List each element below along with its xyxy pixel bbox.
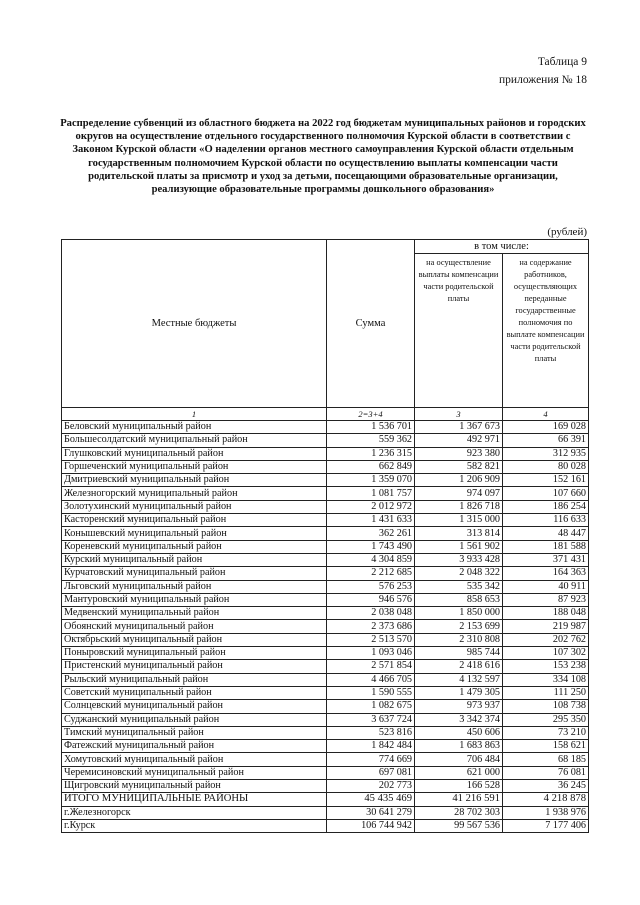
table-row: [62, 447, 589, 460]
cell-payment: 2 418 616: [415, 660, 503, 673]
total-row: [62, 793, 589, 806]
cell-sum: 2 373 686: [327, 620, 415, 633]
cell-sum: 576 253: [327, 580, 415, 593]
cell-maintenance: 371 431: [503, 553, 589, 566]
table-row: [62, 766, 589, 779]
cell-payment: 1 479 305: [415, 686, 503, 699]
cell-budget-name: Советский муниципальный район: [62, 686, 327, 699]
table-row: [62, 647, 589, 660]
cell-sum: 523 816: [327, 726, 415, 739]
appendix-label: приложения № 18: [499, 74, 587, 86]
cell-payment: 3 933 428: [415, 553, 503, 566]
cell-sum: 2 038 048: [327, 607, 415, 620]
cell-sum: 4 304 859: [327, 553, 415, 566]
table-row: [62, 474, 589, 487]
cell-sum: 3 637 724: [327, 713, 415, 726]
cell-maintenance: 181 588: [503, 540, 589, 553]
cell-maintenance: 80 028: [503, 460, 589, 473]
table-row: [62, 660, 589, 673]
cell-sum: 1 236 315: [327, 447, 415, 460]
cell-sum: 30 641 279: [327, 806, 415, 819]
cell-maintenance: 295 350: [503, 713, 589, 726]
cell-budget-name: Черемисиновский муниципальный район: [62, 766, 327, 779]
table-row: [62, 673, 589, 686]
table-row: [62, 421, 589, 434]
cell-budget-name: Пристенский муниципальный район: [62, 660, 327, 673]
cell-payment: 1 826 718: [415, 500, 503, 513]
cell-sum: 2 513 570: [327, 633, 415, 646]
cell-maintenance: 153 238: [503, 660, 589, 673]
cell-budget-name: Поныровский муниципальный район: [62, 647, 327, 660]
table-row: [62, 726, 589, 739]
col-header-payment: на осуществление выплаты компенсации части родительской платы: [415, 254, 503, 408]
cell-sum: 1 431 633: [327, 514, 415, 527]
cell-budget-name: Фатежский муниципальный район: [62, 740, 327, 753]
cell-maintenance: 186 254: [503, 500, 589, 513]
cell-payment: 313 814: [415, 527, 503, 540]
cell-payment: 1 561 902: [415, 540, 503, 553]
cell-payment: 923 380: [415, 447, 503, 460]
cell-budget-name: Конышевский муниципальный район: [62, 527, 327, 540]
table-row: [62, 607, 589, 620]
cell-maintenance: 40 911: [503, 580, 589, 593]
cell-budget-name: г.Железногорск: [62, 806, 327, 819]
table-row: [62, 487, 589, 500]
cell-payment: 2 048 322: [415, 567, 503, 580]
cell-budget-name: Глушковский муниципальный район: [62, 447, 327, 460]
cell-sum: 4 466 705: [327, 673, 415, 686]
cell-sum: 1 536 701: [327, 421, 415, 434]
units-label: (рублей): [547, 226, 587, 238]
table-row: [62, 740, 589, 753]
cell-sum: 1 359 070: [327, 474, 415, 487]
cell-payment: 450 606: [415, 726, 503, 739]
cell-payment: 706 484: [415, 753, 503, 766]
table-number-label: Таблица 9: [537, 56, 587, 68]
cell-maintenance: 312 935: [503, 447, 589, 460]
cell-budget-name: Касторенский муниципальный район: [62, 514, 327, 527]
table-row: [62, 553, 589, 566]
cell-payment: 1 850 000: [415, 607, 503, 620]
table-row: [62, 567, 589, 580]
table-row: [62, 540, 589, 553]
cell-maintenance: 68 185: [503, 753, 589, 766]
table-row: [62, 819, 589, 832]
cell-payment: 3 342 374: [415, 713, 503, 726]
cell-sum: 1 082 675: [327, 700, 415, 713]
cell-payment: 621 000: [415, 766, 503, 779]
cell-payment: 1 206 909: [415, 474, 503, 487]
cell-maintenance: 164 363: [503, 567, 589, 580]
cell-budget-name: г.Курск: [62, 819, 327, 832]
cell-sum: 2 012 972: [327, 500, 415, 513]
cell-sum: 662 849: [327, 460, 415, 473]
table-row: [62, 580, 589, 593]
cell-payment: 535 342: [415, 580, 503, 593]
cell-budget-name: Рыльский муниципальный район: [62, 673, 327, 686]
cell-budget-name: Дмитриевский муниципальный район: [62, 474, 327, 487]
table-row: [62, 713, 589, 726]
cell-maintenance: 107 660: [503, 487, 589, 500]
cell-payment: 1 315 000: [415, 514, 503, 527]
cell-payment: 582 821: [415, 460, 503, 473]
cell-payment: 973 937: [415, 700, 503, 713]
cell-sum: 202 773: [327, 780, 415, 793]
cell-sum: 774 669: [327, 753, 415, 766]
table-row: [62, 620, 589, 633]
cell-budget-name: Октябрьский муниципальный район: [62, 633, 327, 646]
cell-budget-name: Щигровский муниципальный район: [62, 780, 327, 793]
cell-budget-name: Горшеченский муниципальный район: [62, 460, 327, 473]
cell-sum: 1 743 490: [327, 540, 415, 553]
cell-payment: 4 132 597: [415, 673, 503, 686]
cell-budget-name: Золотухинский муниципальный район: [62, 500, 327, 513]
cell-budget-name: Обоянский муниципальный район: [62, 620, 327, 633]
col-index-2: 2=3+4: [327, 408, 415, 421]
table-row: [62, 593, 589, 606]
cell-maintenance: 4 218 878: [503, 793, 589, 806]
cell-budget-name: Беловский муниципальный район: [62, 421, 327, 434]
cell-payment: 492 971: [415, 434, 503, 447]
cell-payment: 1 367 673: [415, 421, 503, 434]
cell-budget-name: Большесолдатский муниципальный район: [62, 434, 327, 447]
col-header-budgets: Местные бюджеты: [62, 240, 327, 408]
cell-payment: 166 528: [415, 780, 503, 793]
cell-maintenance: 169 028: [503, 421, 589, 434]
col-index-4: 4: [503, 408, 589, 421]
col-header-maintenance: на содержание работников, осуществляющих переданные государственные полномочия по выплате компенсации части родительской платы: [503, 254, 589, 408]
col-header-including: в том числе:: [415, 240, 589, 254]
table-row: [62, 514, 589, 527]
cell-maintenance: 219 987: [503, 620, 589, 633]
cell-budget-name: Кореневский муниципальный район: [62, 540, 327, 553]
cell-budget-name: Солнцевский муниципальный район: [62, 700, 327, 713]
cell-payment: 2 310 808: [415, 633, 503, 646]
cell-budget-name: Хомутовский муниципальный район: [62, 753, 327, 766]
table-row: [62, 780, 589, 793]
table-row: [62, 686, 589, 699]
cell-sum: 697 081: [327, 766, 415, 779]
table-row: [62, 434, 589, 447]
cell-sum: 45 435 469: [327, 793, 415, 806]
cell-maintenance: 107 302: [503, 647, 589, 660]
cell-maintenance: 66 391: [503, 434, 589, 447]
cell-sum: 1 842 484: [327, 740, 415, 753]
col-index-1: 1: [62, 408, 327, 421]
cell-budget-name: Курчатовский муниципальный район: [62, 567, 327, 580]
table-row: [62, 527, 589, 540]
cell-sum: 1 093 046: [327, 647, 415, 660]
col-index-3: 3: [415, 408, 503, 421]
cell-maintenance: 152 161: [503, 474, 589, 487]
cell-payment: 28 702 303: [415, 806, 503, 819]
cell-sum: 2 212 685: [327, 567, 415, 580]
cell-sum: 2 571 854: [327, 660, 415, 673]
cell-budget-name: Тимский муниципальный район: [62, 726, 327, 739]
cell-maintenance: 7 177 406: [503, 819, 589, 832]
cell-sum: 1 081 757: [327, 487, 415, 500]
cell-budget-name: Мантуровский муниципальный район: [62, 593, 327, 606]
cell-budget-name: ИТОГО МУНИЦИПАЛЬНЫЕ РАЙОНЫ: [62, 793, 327, 806]
cell-maintenance: 48 447: [503, 527, 589, 540]
cell-sum: 559 362: [327, 434, 415, 447]
cell-maintenance: 36 245: [503, 780, 589, 793]
cell-maintenance: 202 762: [503, 633, 589, 646]
cell-budget-name: Льговский муниципальный район: [62, 580, 327, 593]
col-header-sum: Сумма: [327, 240, 415, 408]
cell-payment: 985 744: [415, 647, 503, 660]
cell-budget-name: Медвенский муниципальный район: [62, 607, 327, 620]
table-row: [62, 633, 589, 646]
cell-payment: 974 097: [415, 487, 503, 500]
cell-budget-name: Суджанский муниципальный район: [62, 713, 327, 726]
cell-payment: 1 683 863: [415, 740, 503, 753]
cell-payment: 2 153 699: [415, 620, 503, 633]
cell-budget-name: Железногорский муниципальный район: [62, 487, 327, 500]
table-row: [62, 806, 589, 819]
table-row: [62, 460, 589, 473]
cell-payment: 99 567 536: [415, 819, 503, 832]
cell-maintenance: 116 633: [503, 514, 589, 527]
cell-maintenance: 108 738: [503, 700, 589, 713]
cell-maintenance: 1 938 976: [503, 806, 589, 819]
cell-maintenance: 87 923: [503, 593, 589, 606]
cell-payment: 858 653: [415, 593, 503, 606]
document-title: Распределение субвенций из областного бюджета на 2022 год бюджетам муниципальных районов и городских округов на осуществление отдельного государственного полномочия Курской области в соответствии с Законом Курской области «О наделении органов местного самоуправления Курской области отдельным государственным полномочием Курской области по осуществлению выплаты компенсации части родительской платы за присмотр и уход за детьми, посещающими образовательные организации, реализующие образовательные программы дошкольного образования»: [60, 118, 586, 196]
cell-sum: 946 576: [327, 593, 415, 606]
table-row: [62, 700, 589, 713]
cell-maintenance: 73 210: [503, 726, 589, 739]
cell-sum: 1 590 555: [327, 686, 415, 699]
cell-maintenance: 76 081: [503, 766, 589, 779]
cell-sum: 362 261: [327, 527, 415, 540]
table-row: [62, 500, 589, 513]
table-body: [62, 421, 589, 833]
cell-maintenance: 188 048: [503, 607, 589, 620]
cell-sum: 106 744 942: [327, 819, 415, 832]
cell-payment: 41 216 591: [415, 793, 503, 806]
cell-maintenance: 111 250: [503, 686, 589, 699]
subsidy-table: [61, 239, 589, 833]
cell-budget-name: Курский муниципальный район: [62, 553, 327, 566]
cell-maintenance: 158 621: [503, 740, 589, 753]
cell-maintenance: 334 108: [503, 673, 589, 686]
table-row: [62, 753, 589, 766]
